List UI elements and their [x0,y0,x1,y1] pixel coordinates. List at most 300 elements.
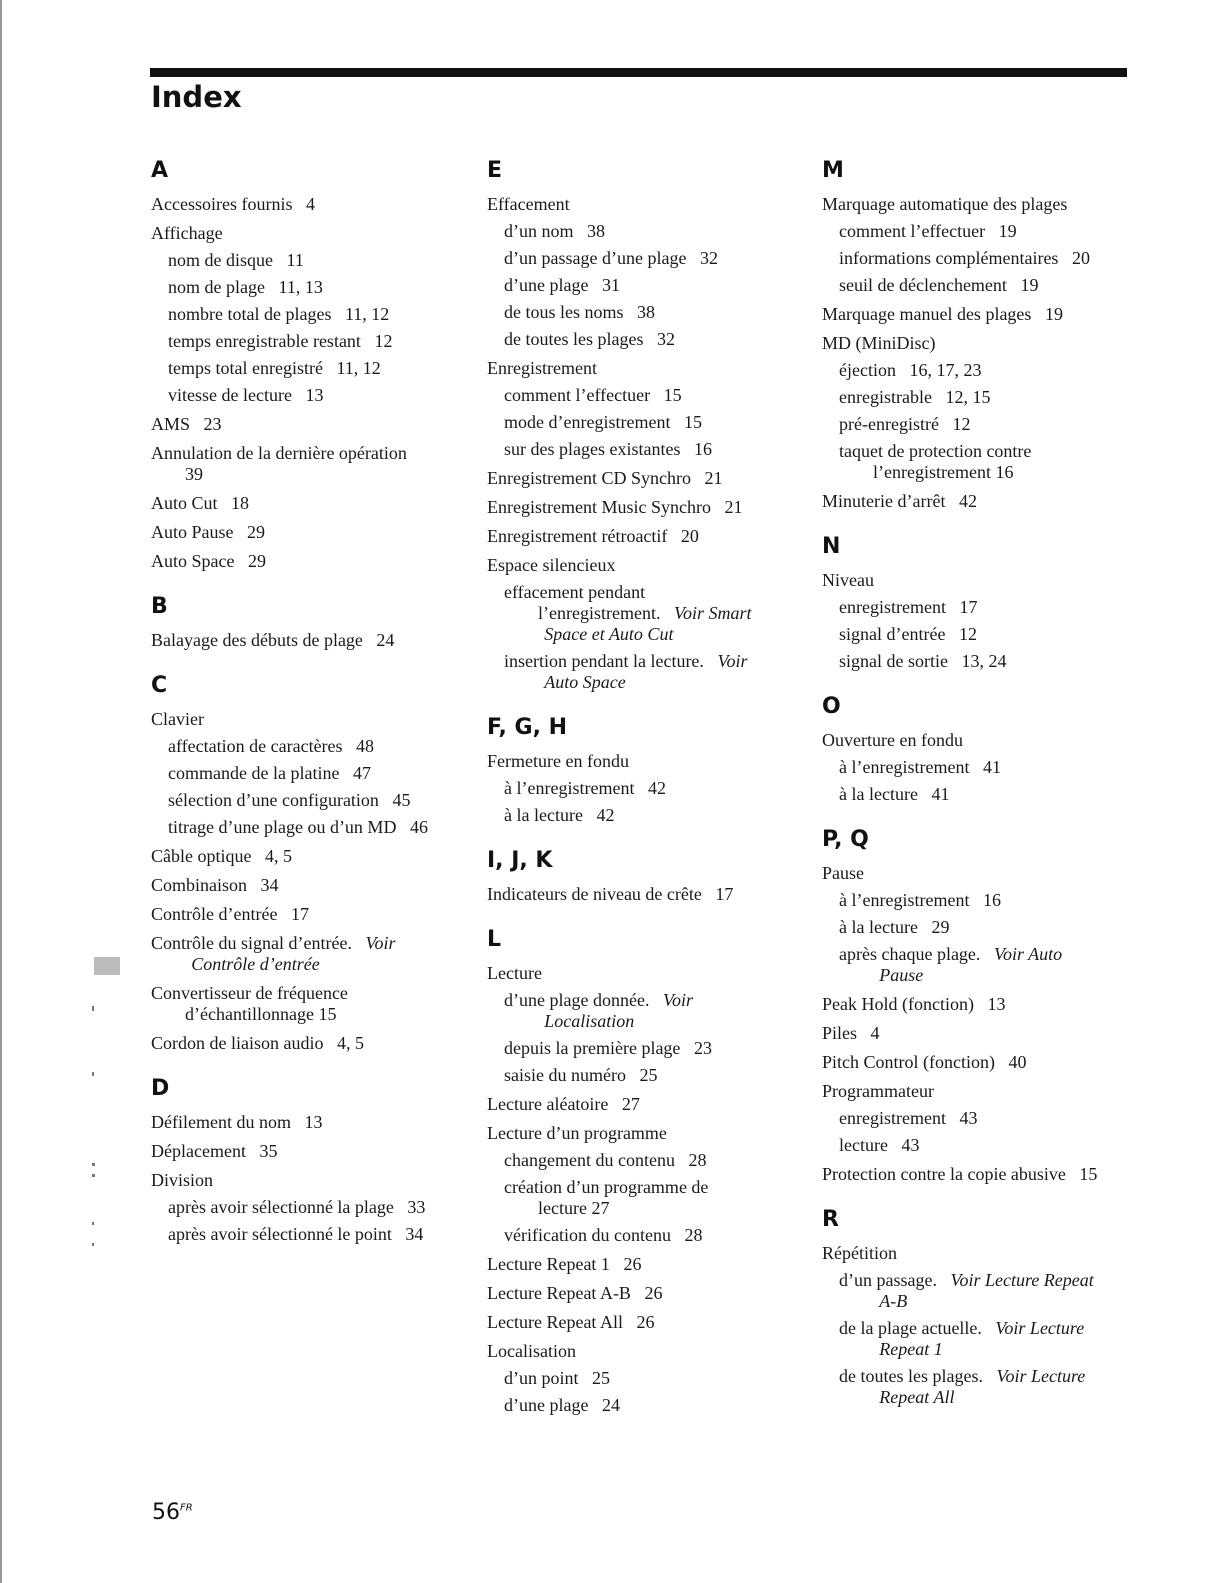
index-subentry-line [504,778,807,799]
index-section-o [822,694,1142,805]
subentry-term: sur des plages existantes [504,439,681,459]
index-subentry-line [839,944,1142,965]
index-entry-line [151,414,471,435]
entry-term: Défilement du nom [151,1112,291,1132]
entry-term: Piles [822,1023,858,1043]
see-reference: Voir [717,651,748,671]
subentry-term: éjection [839,360,896,380]
scan-margin-dot [92,1072,94,1076]
continuation-line [504,603,807,624]
index-entry-line [487,497,807,518]
index-subentry [839,387,1142,408]
subentry-list [822,890,1142,986]
subentry-term: à la lecture [504,805,583,825]
subentry-term: effacement pendant [504,582,646,602]
page-reference: 17 [290,904,309,924]
page-reference: 16 [693,439,712,459]
index-entry [822,1052,1142,1073]
scan-margin-dot [92,1222,94,1225]
index-subentry-line [839,360,1142,381]
subentry-term: à l’enregistrement [504,778,635,798]
index-entry-line [487,1341,807,1362]
entry-term: Protection contre la copie abusive [822,1164,1066,1184]
index-entry [822,1023,1142,1044]
subentry-list [151,1197,471,1245]
page-reference: 24 [376,630,395,650]
see-reference: Voir Lecture [996,1366,1086,1386]
see-target: Contrôle d’entrée [191,954,320,974]
index-subentry [839,1366,1142,1408]
index-subentry-line [168,331,471,352]
continuation-text: l’enregistrement 16 [873,462,1014,482]
index-entry [151,1141,471,1162]
page-reference: 21 [724,497,743,517]
subentry-term: d’une plage donnée. [504,990,650,1010]
entry-term: Programmateur [822,1081,934,1101]
index-subentry-line [839,275,1142,296]
index-entry [487,358,807,460]
index-entry-line [487,1312,807,1333]
index-entry [822,194,1142,296]
scan-margin-dot [92,1006,94,1011]
index-subentry [168,304,471,325]
index-entry [151,1033,471,1054]
subentry-term: changement du contenu [504,1150,675,1170]
index-subentry [504,1177,807,1219]
index-subentry-line [168,250,471,271]
index-entry [151,875,471,896]
index-subentry-line [504,329,807,350]
page-reference: 12 [958,624,977,644]
entry-term: Marquage manuel des plages [822,304,1032,324]
index-entry [151,414,471,435]
index-subentry-line [504,1368,807,1389]
index-entry-line [487,751,807,772]
subentry-list [822,757,1142,805]
index-section-i-j-k [487,848,807,905]
page-reference: 4, 5 [336,1033,364,1053]
subentry-list [822,1108,1142,1156]
page-reference: 4 [305,194,315,214]
entry-term: Lecture [487,963,542,983]
subentry-term: enregistrement [839,597,946,617]
index-entry [822,730,1142,805]
page-reference: 11, 13 [278,277,323,297]
entry-term: Lecture Repeat All [487,1312,623,1332]
continuation-text: 39 [185,464,203,484]
entry-term: Balayage des débuts de plage [151,630,363,650]
subentry-term: à l’enregistrement [839,757,970,777]
subentry-term: titrage d’une plage ou d’un MD [168,817,397,837]
subentry-term: commande de la platine [168,763,340,783]
page-reference: 28 [684,1225,703,1245]
index-subentry [168,385,471,406]
subentry-term: de toutes les plages. [839,1366,983,1386]
index-entry-line [822,863,1142,884]
subentry-list [487,778,807,826]
page-reference: 46 [409,817,428,837]
scan-margin-dot [92,1163,95,1166]
index-subentry [839,360,1142,381]
page-reference: 35 [259,1141,278,1161]
page-reference: 17 [715,884,734,904]
subentry-list [487,990,807,1086]
page-reference: 11 [286,250,304,270]
index-entry [487,1283,807,1304]
index-section-b [151,594,471,651]
index-entry [822,1081,1142,1156]
page-reference: 15 [683,412,702,432]
index-subentry [504,1395,807,1416]
subentry-list [487,1150,807,1246]
subentry-term: après avoir sélectionné la plage [168,1197,394,1217]
index-entry-line [822,730,1142,751]
entry-term: Répétition [822,1243,897,1263]
index-subentry-line [839,1318,1142,1339]
index-subentry [168,358,471,379]
index-subentry [504,1368,807,1389]
index-entry [151,1170,471,1245]
entry-term: Lecture Repeat 1 [487,1254,610,1274]
see-target: Pause [879,965,924,985]
index-subentry-line [839,1135,1142,1156]
page-reference: 11, 12 [336,358,381,378]
page-reference: 12 [374,331,393,351]
subentry-term: de tous les noms [504,302,624,322]
index-subentry [504,1225,807,1246]
entry-term: Lecture aléatoire [487,1094,609,1114]
entry-term: Convertisseur de fréquence [151,983,348,1003]
subentry-term: signal de sortie [839,651,948,671]
index-entry-line [151,1170,471,1191]
page-reference: 29 [931,917,950,937]
page-reference: 40 [1008,1052,1027,1072]
see-target: A-B [879,1291,908,1311]
entry-term: Espace silencieux [487,555,616,575]
index-subentry-line [168,277,471,298]
index-subentry [839,624,1142,645]
index-entry [822,570,1142,672]
index-subentry-line [504,302,807,323]
index-section-a [151,158,471,572]
index-entry-line [151,493,471,514]
index-entry [487,1094,807,1115]
index-subentry [168,1224,471,1245]
see-reference: Voir Auto [993,944,1063,964]
page-reference: 29 [247,551,266,571]
index-subentry-line [839,597,1142,618]
index-entry-line [151,933,471,954]
index-entry-line [487,963,807,984]
page-reference: 13 [987,994,1006,1014]
index-entry [151,223,471,406]
index-subentry [839,757,1142,778]
index-subentry-line [504,582,807,603]
page-reference: 11, 12 [344,304,390,324]
entry-term: Clavier [151,709,204,729]
index-entry [487,884,807,905]
entry-term: Câble optique [151,846,252,866]
page-reference: 12 [952,414,971,434]
see-target-line [504,1011,807,1032]
page-reference: 13 [305,385,324,405]
index-subentry [839,597,1142,618]
section-letter: I, J, K [487,848,553,873]
index-subentry [504,275,807,296]
index-entry-line [151,709,471,730]
page-reference: 28 [688,1150,707,1170]
index-entry-line [151,630,471,651]
index-entry [487,751,807,826]
index-entry-line [151,194,471,215]
subentry-list [151,736,471,838]
page-reference: 43 [959,1108,978,1128]
subentry-list [487,385,807,460]
entry-term: Peak Hold (fonction) [822,994,974,1014]
index-subentry [504,651,807,693]
index-entry-line [822,194,1142,215]
page-reference: 27 [621,1094,640,1114]
index-subentry-line [504,1395,807,1416]
entry-term: MD (MiniDisc) [822,333,936,353]
index-subentry-line [504,651,807,672]
index-entry-line [151,846,471,867]
index-entry [487,1341,807,1416]
index-subentry [839,784,1142,805]
continuation-text: d’échantillonnage 15 [185,1004,337,1024]
index-entry-line [487,468,807,489]
index-subentry-line [504,1150,807,1171]
subentry-term: informations complémentaires [839,248,1059,268]
index-subentry-line [839,387,1142,408]
index-column-2 [487,158,807,1438]
subentry-term: nom de disque [168,250,273,270]
index-entry [487,963,807,1086]
index-entry [151,443,471,485]
see-target: Auto Space [544,672,626,692]
index-subentry-line [504,1038,807,1059]
index-entry [151,194,471,215]
index-section-c [151,673,471,1054]
index-entry-line [151,875,471,896]
subentry-term: comment l’effectuer [504,385,651,405]
see-target-line [504,672,807,693]
page-reference: 20 [680,526,699,546]
continuation-text: l’enregistrement. [538,603,661,623]
index-subentry [504,248,807,269]
index-entry [151,630,471,651]
section-letter: B [151,594,168,619]
index-subentry-line [839,890,1142,911]
scan-margin-dot [92,1174,95,1177]
index-subentry-line [504,1225,807,1246]
subentry-term: nombre total de plages [168,304,332,324]
page-reference: 20 [1071,248,1090,268]
index-subentry-line [504,221,807,242]
subentry-term: lecture [839,1135,888,1155]
index-entry-line [822,1023,1142,1044]
index-subentry-line [839,1108,1142,1129]
index-entry-line [822,304,1142,325]
index-subentry [504,778,807,799]
subentry-list [822,360,1142,483]
subentry-term: à la lecture [839,784,918,804]
index-entry-line [151,1141,471,1162]
continuation-line [151,464,471,485]
page-reference: 23 [203,414,222,434]
entry-term: Accessoires fournis [151,194,293,214]
subentry-term: à l’enregistrement [839,890,970,910]
index-entry [487,526,807,547]
index-subentry-line [168,385,471,406]
page-reference: 15 [1079,1164,1098,1184]
subentry-list [487,582,807,693]
entry-term: Contrôle du signal d’entrée. [151,933,352,953]
index-entry [822,1243,1142,1408]
page-reference: 4, 5 [264,846,292,866]
index-entry [151,846,471,867]
index-entry [487,497,807,518]
index-entry [151,709,471,838]
page-reference: 25 [592,1368,610,1388]
entry-term: Enregistrement rétroactif [487,526,668,546]
index-entry [151,983,471,1025]
see-target-line [839,965,1142,986]
page-reference: 42 [647,778,666,798]
index-section-r [822,1207,1142,1408]
index-subentry [839,1108,1142,1129]
page-reference: 42 [958,491,977,511]
entry-term: Enregistrement Music Synchro [487,497,711,517]
subentry-list [822,597,1142,672]
index-entry-line [151,223,471,244]
index-entry [151,522,471,543]
page-reference: 21 [704,468,723,488]
continuation-line [839,462,1142,483]
index-entry-line [487,555,807,576]
index-subentry [504,582,807,645]
section-letter: L [487,927,502,952]
subentry-term: d’un passage d’une plage [504,248,687,268]
index-entry [487,194,807,350]
index-entry-line [151,522,471,543]
index-subentry-line [839,414,1142,435]
subentry-term: création d’un programme de [504,1177,709,1197]
page-reference: 38 [637,302,655,322]
page-reference: 12, 15 [945,387,991,407]
entry-term: Indicateurs de niveau de crête [487,884,702,904]
subentry-term: vérification du contenu [504,1225,671,1245]
page-reference: 48 [356,736,375,756]
index-subentry [839,944,1142,986]
index-section-p-q [822,827,1142,1185]
index-subentry [839,1318,1142,1360]
section-letter: N [822,534,841,559]
subentry-term: comment l’effectuer [839,221,986,241]
page-reference: 45 [392,790,411,810]
index-subentry [504,412,807,433]
page-number: 56 [152,1500,180,1525]
page-reference: 43 [901,1135,920,1155]
section-letter: R [822,1207,839,1232]
index-subentry [504,439,807,460]
page-reference: 19 [1020,275,1039,295]
index-entry-line [822,1052,1142,1073]
index-subentry [839,890,1142,911]
index-entry [151,1112,471,1133]
page-reference: 13, 24 [961,651,1007,671]
page-reference: 26 [636,1312,655,1332]
page-reference: 38 [587,221,605,241]
subentry-term: d’une plage [504,275,589,295]
index-subentry [504,221,807,242]
entry-term: Effacement [487,194,570,214]
index-subentry [504,990,807,1032]
index-entry [822,863,1142,986]
page-reference: 42 [596,805,615,825]
index-subentry [168,277,471,298]
section-letter: P, Q [822,827,869,852]
subentry-term: saisie du numéro [504,1065,626,1085]
index-subentry [504,805,807,826]
entry-term: Marquage automatique des plages [822,194,1068,214]
page-reference: 16, 17, 23 [909,360,982,380]
index-subentry [504,1065,807,1086]
see-target: Localisation [544,1011,635,1031]
page-title: Index [151,80,242,114]
entry-term: Localisation [487,1341,576,1361]
see-target-line [151,954,471,975]
index-subentry [168,763,471,784]
page-reference: 16 [982,890,1001,910]
see-reference: Voir Lecture Repeat [950,1270,1094,1290]
index-subentry [504,329,807,350]
index-entry-line [822,570,1142,591]
entry-term: Auto Cut [151,493,218,513]
index-subentry [839,1135,1142,1156]
index-entry-line [822,1081,1142,1102]
entry-term: Enregistrement CD Synchro [487,468,691,488]
index-subentry-line [839,221,1142,242]
index-entry-line [822,994,1142,1015]
see-target-line [839,1387,1142,1408]
index-entry-line [487,884,807,905]
see-target-line [839,1291,1142,1312]
scan-margin-dot [92,1243,94,1246]
index-subentry-line [504,248,807,269]
index-entry-line [822,1164,1142,1185]
page-reference: 15 [663,385,682,405]
index-subentry [504,1150,807,1171]
subentry-term: temps total enregistré [168,358,323,378]
index-subentry-line [839,248,1142,269]
index-entry [822,1164,1142,1185]
subentry-term: d’un point [504,1368,579,1388]
page-reference: 41 [982,757,1001,777]
index-subentry [839,441,1142,483]
index-entry-line [151,904,471,925]
index-entry [487,1312,807,1333]
index-entry-line [151,983,471,1004]
entry-term: Déplacement [151,1141,246,1161]
page-reference: 19 [1044,304,1063,324]
index-column-1 [151,158,471,1267]
entry-term: Auto Space [151,551,235,571]
entry-term: Lecture d’un programme [487,1123,667,1143]
index-subentry-line [168,1197,471,1218]
index-entry [822,304,1142,325]
subentry-list [487,1368,807,1416]
